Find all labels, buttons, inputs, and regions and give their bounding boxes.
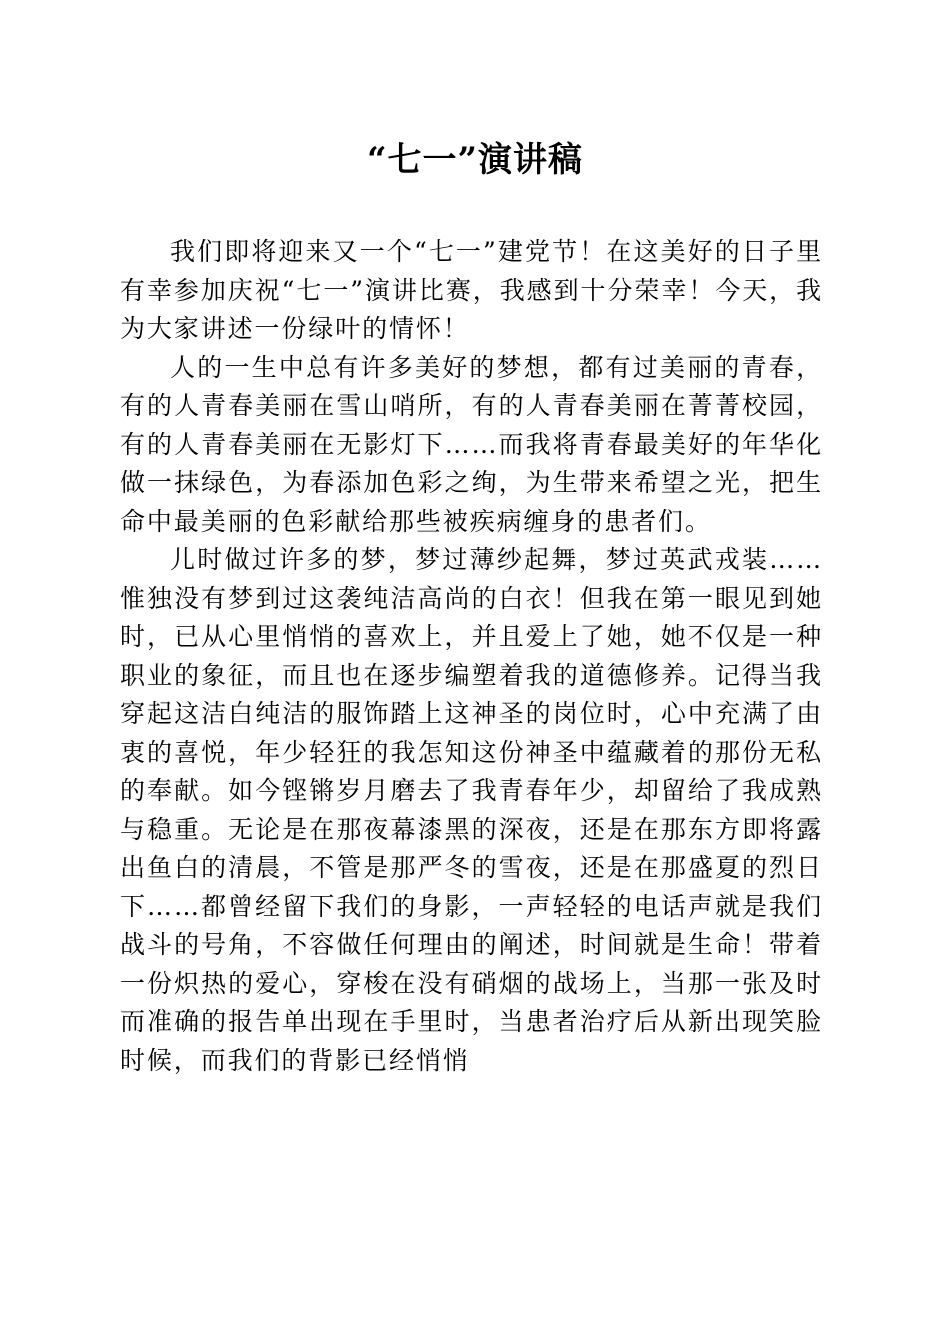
document-title: “七一”演讲稿 xyxy=(366,140,584,180)
document-body xyxy=(120,233,823,1080)
paragraph-2: 人的一生中总有许多美好的梦想，都有过美丽的青春，有的人青春美丽在雪山哨所，有的人青春美丽在菁菁校园，有的人青春美丽在无影灯下……而我将青春最美好的年华化做一抹绿色，为春添加色彩之绚，为生带来希望之光，把生命中最美丽的色彩献给那些被疾病缠身的患者们。 xyxy=(120,352,823,536)
paragraph-3: 儿时做过许多的梦，梦过薄纱起舞，梦过英武戎装……惟独没有梦到过这袭纯洁高尚的白衣！但我在第一眼见到她时，已从心里悄悄的喜欢上，并且爱上了她，她不仅是一种职业的象征，而且也在逐步编塑着我的道德修养。记得当我穿起这洁白纯洁的服饰踏上这神圣的岗位时，心中充满了由衷的喜悦，年少轻狂的我怎知这份神圣中蕴藏着的那份无私的奉献。如今铿锵岁月磨去了我青春年少，却留给了我成熟与稳重。无论是在那夜幕漆黑的深夜，还是在那东方即将露出鱼白的清晨，不管是那严冬的雪夜，还是在那盛夏的烈日下……都曾经留下我们的身影，一声轻轻的电话声就是我们战斗的号角，不容做任何理由的阐述，时间就是生命！带着一份炽热的爱心，穿梭在没有硝烟的战场上，当那一张及时而准确的报告单出现在手里时，当患者治疗后从新出现笑脸时候，而我们的背影已经悄悄 xyxy=(120,545,823,1075)
paragraph-1: 我们即将迎来又一个“七一”建党节！在这美好的日子里有幸参加庆祝“七一”演讲比赛，我感到十分荣幸！今天，我为大家讲述一份绿叶的情怀！ xyxy=(120,237,823,343)
